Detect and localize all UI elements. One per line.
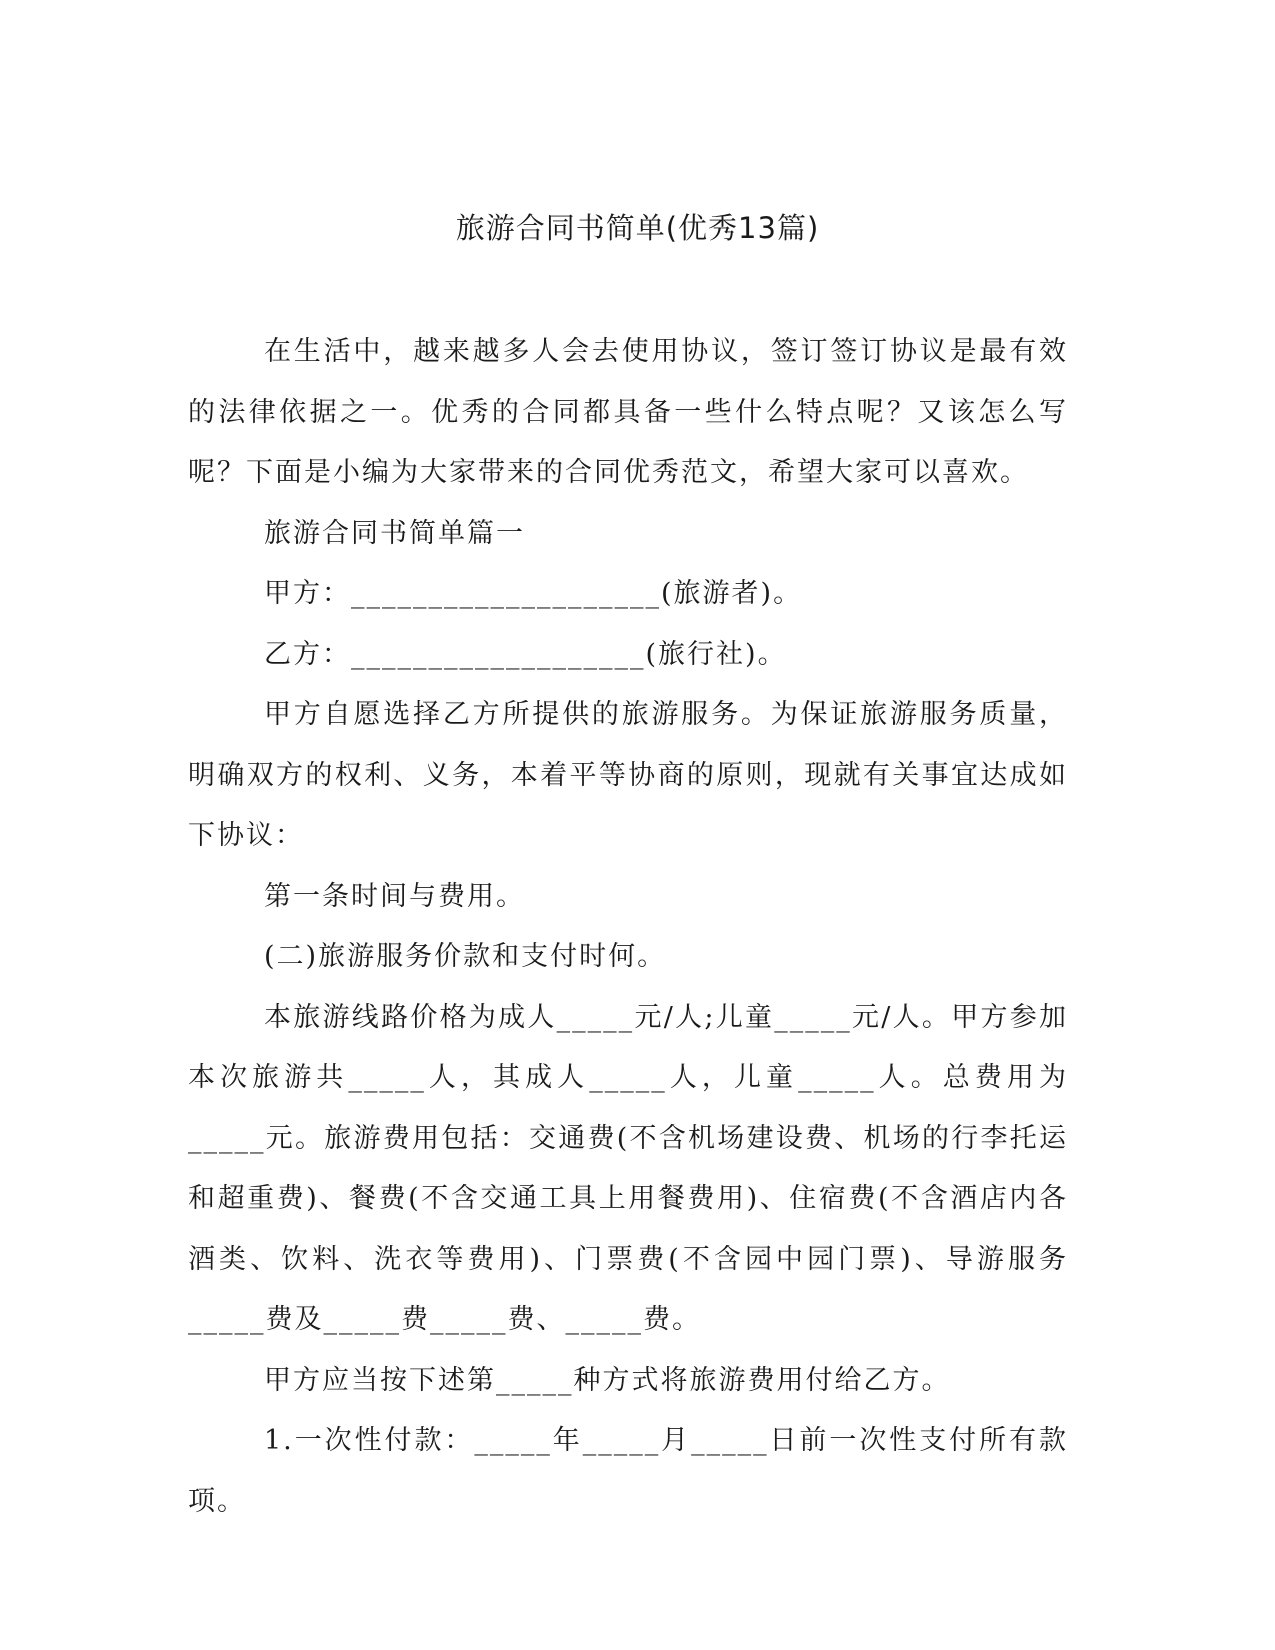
party-a-line: 甲方：____________________(旅游者)。 bbox=[264, 578, 803, 609]
section-heading: 旅游合同书简单篇一 bbox=[264, 517, 525, 549]
party-b-line: 乙方：___________________(旅行社)。 bbox=[264, 638, 787, 670]
document-title: 旅游合同书简单(优秀13篇) bbox=[455, 211, 820, 245]
article-one-heading: 第一条时间与费用。 bbox=[264, 880, 525, 912]
payment-method-line: 甲方应当按下述第_____种方式将旅游费用付给乙方。 bbox=[264, 1364, 951, 1396]
intro-paragraph: 在生活中，越来越多人会去使用协议，签订签订协议是最有效的法律依据之一。优秀的合同都具备一些什么特点呢？又该怎么写呢？下面是小编为大家带来的合同优秀范文，希望大家可以喜欢。 bbox=[188, 336, 1068, 488]
payment-option-one: 1.一次性付款：_____年_____月_____日前一次性支付所有款项。 bbox=[188, 1425, 1068, 1517]
agreement-preamble: 甲方自愿选择乙方所提供的旅游服务。为保证旅游服务质量，明确双方的权利、义务，本着平等协商的原则，现就有关事宜达成如下协议： bbox=[188, 699, 1068, 851]
price-paragraph: 本旅游线路价格为成人_____元/人;儿童_____元/人。甲方参加本次旅游共_____人，其成人_____人，儿童_____人。总费用为_____元。旅游费用包括：交通费(不含机场建设费、机场的行李托运和超重费)、餐费(不含交通工具上用餐费用)、住宿费(不含酒店内各酒类、饮料、洗衣等费用)、门票费(不含园中园门票)、导游服务_____费及_____费_____费、_____费。 bbox=[188, 1001, 1068, 1335]
document-body bbox=[188, 322, 1068, 1532]
subsection-heading: (二)旅游服务价款和支付时何。 bbox=[264, 941, 667, 972]
